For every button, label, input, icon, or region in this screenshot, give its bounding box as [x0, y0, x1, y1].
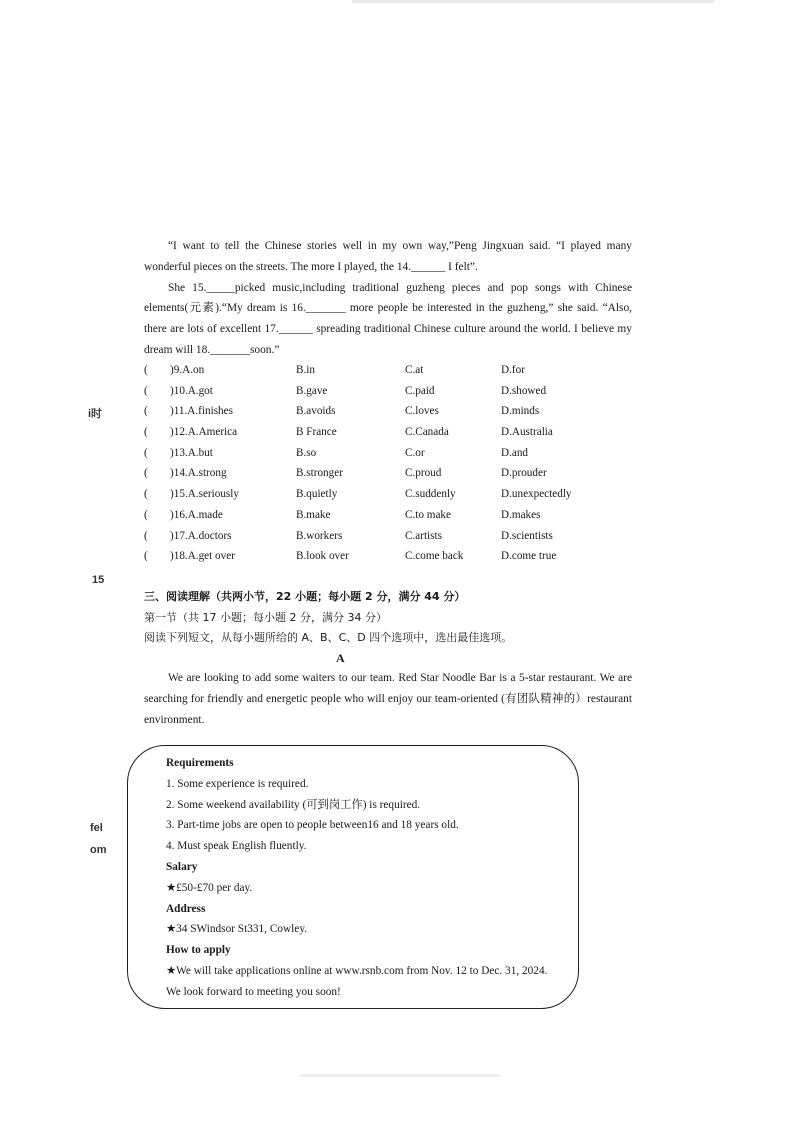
cloze-options — [144, 360, 614, 567]
option-a: )13.A.but — [170, 446, 213, 459]
option-d: D.showed — [501, 384, 547, 397]
apply-text: ★We will take applications online at www.rsnb.com from Nov. 12 to Dec. 31, 2024. — [166, 964, 548, 977]
passage-intro — [144, 668, 632, 730]
salary-heading: Salary — [166, 860, 198, 873]
option-c: C.paid — [405, 384, 435, 397]
option-a: )15.A.seriously — [170, 488, 239, 501]
option-row-13 — [144, 443, 614, 464]
scan-edge-mark — [352, 0, 714, 3]
cloze-passage — [144, 236, 632, 361]
answer-bracket: ( — [144, 467, 148, 480]
answer-bracket: ( — [144, 405, 148, 418]
passage-letter: A — [336, 651, 345, 665]
ad-content — [166, 753, 566, 1003]
option-b: B.quietly — [296, 488, 338, 501]
option-row-17 — [144, 526, 614, 547]
option-b: B.in — [296, 364, 315, 376]
option-d: D.for — [501, 364, 525, 376]
option-b: B.avoids — [296, 405, 336, 418]
option-b: B.gave — [296, 384, 328, 397]
option-c: C.come back — [405, 550, 464, 563]
option-b: B.look over — [296, 550, 349, 563]
margin-note-4: om — [90, 844, 107, 856]
answer-bracket: ( — [144, 446, 148, 459]
option-a: )11.A.finishes — [170, 405, 233, 418]
option-d: D.prouder — [501, 467, 547, 480]
section-title: 三、阅读理解（共两小节，22 小题；每小题 2 分，满分 44 分） — [144, 590, 466, 603]
option-a: )17.A.doctors — [170, 529, 232, 542]
answer-bracket: ( — [144, 364, 148, 376]
answer-bracket: ( — [144, 508, 148, 521]
answer-bracket: ( — [144, 488, 148, 501]
option-b: B.make — [296, 508, 331, 521]
option-row-12 — [144, 422, 614, 443]
option-row-15 — [144, 484, 614, 505]
option-d: D.come true — [501, 550, 557, 563]
answer-bracket: ( — [144, 384, 148, 397]
option-d: D.scientists — [501, 529, 553, 542]
intro-paragraph: We are looking to add some waiters to our team. Red Star Noodle Bar is a 5-star restaurant. We are searching for friendly and energetic people who will enjoy our team-oriented (有团队精神的）restaurant environment. — [144, 672, 632, 726]
option-b: B.stronger — [296, 467, 343, 480]
option-c: C.Canada — [405, 426, 449, 439]
option-b: B France — [296, 426, 337, 439]
margin-note-3: fel — [90, 822, 103, 834]
option-c: C.to make — [405, 508, 451, 521]
option-d: D.minds — [501, 405, 540, 418]
option-b: B.so — [296, 446, 317, 459]
instruction-text: 阅读下列短文，从每小题所给的 A、B、C、D 四个选项中，选出最佳选项。 — [144, 631, 513, 644]
answer-bracket: ( — [144, 529, 148, 542]
requirement-1: 1. Some experience is required. — [166, 777, 309, 790]
option-d: D.unexpectedly — [501, 488, 572, 501]
apply-heading: How to apply — [166, 944, 231, 957]
answer-bracket: ( — [144, 550, 148, 563]
option-a: )16.A.made — [170, 508, 223, 521]
scan-edge-mark-bottom — [300, 1074, 500, 1077]
requirement-2: 2. Some weekend availability (可到岗工作) is required. — [166, 798, 421, 811]
option-a: )12.A.America — [170, 426, 238, 439]
cloze-paragraph-1: “I want to tell the Chinese stories well in my own way,”Peng Jingxuan said. “I played many wonderful pieces on the streets. The more I played, the 14.______ I felt”. — [144, 240, 632, 273]
cloze-paragraph-2: She 15._____picked music,including traditional guzheng pieces and pop songs with Chinese elements(元素).“My dream is 16._______ more people be interested in the guzheng,” she said. “Also, there are lots of excellent 17.______ spreading traditional Chinese culture around the world. I believe my dream will 18._______soon.” — [144, 281, 632, 356]
option-row-9 — [144, 360, 614, 381]
margin-note-2: 15 — [92, 574, 105, 586]
closing-text: We look forward to meeting you soon! — [166, 985, 341, 998]
option-a: )9.A.on — [170, 364, 205, 376]
option-a: )14.A.strong — [170, 467, 227, 480]
option-d: D.Australia — [501, 426, 553, 439]
option-row-16 — [144, 505, 614, 526]
option-c: C.loves — [405, 405, 439, 418]
option-c: C.at — [405, 364, 424, 376]
option-c: C.or — [405, 446, 425, 459]
requirement-4: 4. Must speak English fluently. — [166, 840, 307, 853]
option-d: D.makes — [501, 508, 541, 521]
option-b: B.workers — [296, 529, 343, 542]
option-row-11 — [144, 401, 614, 422]
address-heading: Address — [166, 902, 206, 915]
margin-note-1: i时 — [88, 408, 103, 420]
option-c: C.proud — [405, 467, 442, 480]
requirement-3: 3. Part-time jobs are open to people between16 and 18 years old. — [166, 819, 459, 832]
address-text: ★34 SWindsor St331, Cowley. — [166, 923, 308, 936]
option-row-10 — [144, 381, 614, 402]
option-row-18 — [144, 546, 614, 567]
answer-bracket: ( — [144, 426, 148, 439]
option-row-14 — [144, 463, 614, 484]
option-d: D.and — [501, 446, 529, 459]
requirements-heading: Requirements — [166, 757, 234, 769]
option-a: )18.A.get over — [170, 550, 235, 563]
subsection-title: 第一节（共 17 小题；每小题 2 分，满分 34 分） — [144, 611, 387, 624]
salary-text: ★£50-£70 per day. — [166, 881, 253, 894]
option-c: C.suddenly — [405, 488, 456, 501]
option-a: )10.A.got — [170, 384, 213, 397]
option-c: C.artists — [405, 529, 442, 542]
